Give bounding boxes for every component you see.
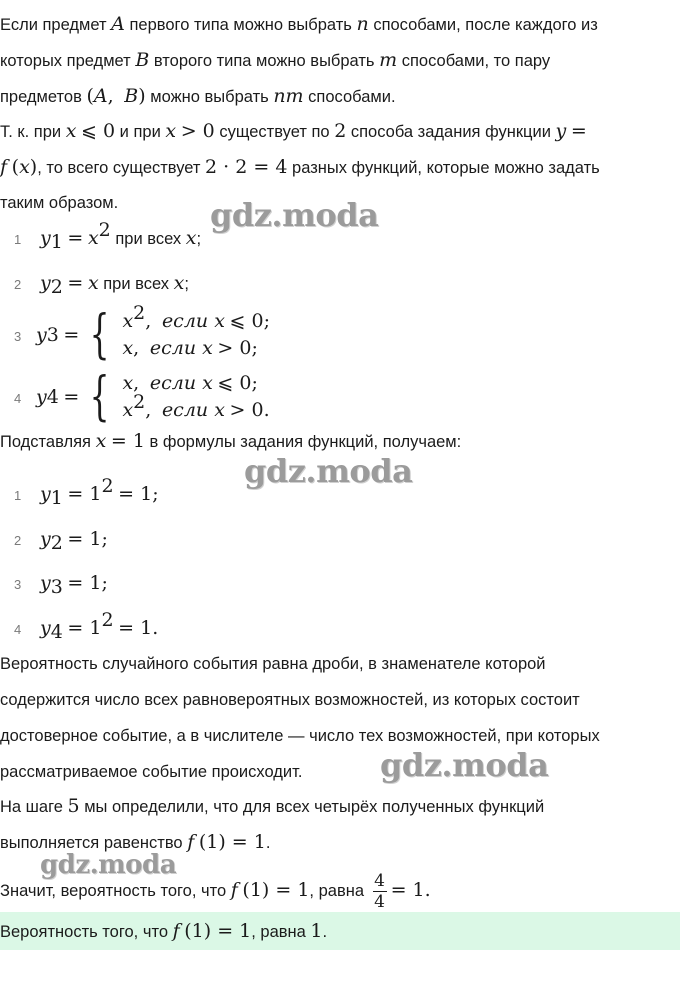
case-2: x, если x > 0;	[122, 337, 258, 359]
case-1: $x^2$, если x ⩽ 0;	[122, 302, 270, 332]
list-number: 2	[14, 533, 22, 548]
function-item-4: y 4 = { x, если x ⩽ 0; $x^2$, если x > 0.	[36, 367, 270, 427]
answer-text: Вероятность того, что f (1) = 1, равна 1.	[0, 920, 328, 942]
intro-line-3: предметов (A, B) можно выбрать nm способами.	[0, 85, 396, 107]
prob-line-2: содержится число всех равновероятных возможностей, из которых состоит	[0, 691, 580, 709]
value-item-2: $y_2 = 1$;	[40, 528, 108, 554]
prob-line-3: достоверное событие, а в числителе — число тех возможностей, при которых	[0, 727, 600, 745]
prob-line-4: рассматриваемое событие происходит.	[0, 763, 303, 781]
step-line-1: На шаге 5 мы определили, что для всех четырёх полученных функций	[0, 795, 545, 817]
list-number: 4	[14, 622, 22, 637]
step-line-2: выполняется равенство f (1) = 1.	[0, 831, 271, 853]
function-item-2: $y_2 = x$ при всех x;	[40, 272, 189, 298]
para2-line-1: Т. к. при x ⩽ 0 и при x > 0 существует по 2 способа задания функции y =	[0, 120, 587, 142]
list-number: 1	[14, 488, 22, 503]
fraction-denominator: 4	[374, 892, 385, 913]
function-item-1: $y_1 = x^2$ при всех x;	[40, 219, 202, 253]
intro-line-1: Если предмет A первого типа можно выбрать n способами, после каждого из	[0, 13, 598, 35]
brace: {	[89, 367, 110, 427]
list-number: 2	[14, 277, 22, 292]
para2-line-3: таким образом.	[0, 194, 119, 212]
conclusion-line: Значит, вероятность того, что f (1) = 1, равна $\frac{4}{4}$ = 1.	[0, 871, 431, 913]
value-item-1: $y_1 = 1^2 = 1$;	[40, 475, 159, 509]
prob-line-1: Вероятность случайного события равна дроби, в знаменателе которой	[0, 655, 546, 673]
watermark: gdz.moda	[210, 196, 379, 234]
value-item-4: $y_4 = 1^2 = 1$.	[40, 609, 159, 643]
function-item-3: y 3 = { $x^2$, если x ⩽ 0; x, если x > 0;	[36, 302, 270, 365]
fraction	[373, 871, 387, 912]
list-number: 3	[14, 577, 22, 592]
value-item-3: $y_3 = 1$;	[40, 572, 108, 598]
list-number: 1	[14, 232, 22, 247]
list-number: 4	[14, 391, 22, 406]
brace: {	[89, 305, 110, 365]
case-1: x, если x ⩽ 0;	[122, 372, 258, 394]
substitution-line: Подставляя x = 1 в формулы задания функций, получаем:	[0, 430, 462, 452]
case-2: $x^2$, если x > 0.	[122, 391, 270, 421]
watermark: gdz.moda	[244, 452, 413, 490]
watermark: gdz.moda	[380, 746, 549, 784]
fraction-numerator: 4	[374, 871, 385, 892]
list-number: 3	[14, 329, 22, 344]
watermark: gdz.moda	[40, 850, 177, 880]
intro-line-2: которых предмет B второго типа можно выбрать m способами, то пару	[0, 49, 551, 71]
para2-line-2: f (x), то всего существует 2 · 2 = 4 разных функций, которые можно задать	[0, 156, 600, 178]
